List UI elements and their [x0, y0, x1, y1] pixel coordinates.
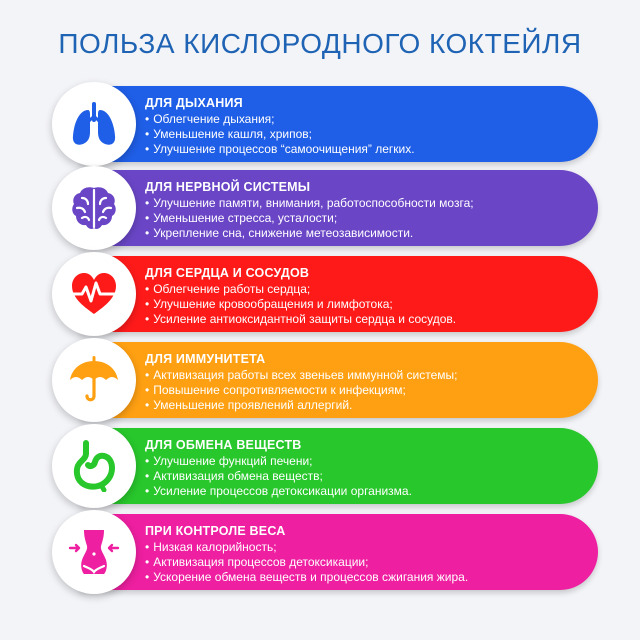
- section-text: [145, 351, 593, 413]
- section-heading: ДЛЯ ОБМЕНА ВЕЩЕСТВ: [145, 438, 302, 452]
- section-text: [145, 265, 593, 327]
- list-item: • Уменьшение стресса, усталости;: [145, 211, 593, 226]
- section-metabolism: [52, 428, 598, 504]
- list-item: • Повышение сопротивляемости к инфекциям;: [145, 383, 593, 398]
- section-heading: ДЛЯ ИММУНИТЕТА: [145, 352, 266, 366]
- list-item: • Уменьшение кашля, хрипов;: [145, 127, 593, 142]
- bullet-list: [145, 368, 593, 413]
- icon-circle: [52, 252, 136, 336]
- stomach-icon: [68, 440, 120, 492]
- section-weight-control: [52, 514, 598, 590]
- bullet-list: [145, 454, 593, 499]
- icon-circle: [52, 338, 136, 422]
- bullet-list: [145, 196, 593, 241]
- icon-circle: [52, 510, 136, 594]
- bullet-list: [145, 112, 593, 157]
- section-text: [145, 179, 593, 241]
- list-item: • Усиление процессов детоксикации организма.: [145, 484, 593, 499]
- section-heading: ДЛЯ ДЫХАНИЯ: [145, 96, 243, 110]
- section-breathing: [52, 86, 598, 162]
- list-item: • Укрепление сна, снижение метеозависимости.: [145, 226, 593, 241]
- section-heart: [52, 256, 598, 332]
- umbrella-icon: [68, 354, 120, 406]
- icon-circle: [52, 424, 136, 508]
- list-item: • Активизация процессов детоксикации;: [145, 555, 593, 570]
- list-item: • Низкая калорийность;: [145, 540, 593, 555]
- list-item: • Улучшение процессов “самоочищения” легких.: [145, 142, 593, 157]
- bullet-list: [145, 540, 593, 585]
- section-heading: ДЛЯ НЕРВНОЙ СИСТЕМЫ: [145, 180, 311, 194]
- list-item: • Улучшение кровообращения и лимфотока;: [145, 297, 593, 312]
- section-heading: ПРИ КОНТРОЛЕ ВЕСА: [145, 524, 286, 538]
- section-nervous-system: [52, 170, 598, 246]
- list-item: • Облегчение работы сердца;: [145, 282, 593, 297]
- heart-pulse-icon: [68, 268, 120, 320]
- list-item: • Ускорение обмена веществ и процессов сжигания жира.: [145, 570, 593, 585]
- bullet-list: [145, 282, 593, 327]
- brain-icon: [68, 182, 120, 234]
- lungs-icon: [68, 98, 120, 150]
- section-text: [145, 95, 593, 157]
- list-item: • Облегчение дыхания;: [145, 112, 593, 127]
- list-item: • Усиление антиоксидантной защиты сердца и сосудов.: [145, 312, 593, 327]
- icon-circle: [52, 82, 136, 166]
- list-item: • Активизация обмена веществ;: [145, 469, 593, 484]
- page-title: ПОЛЬЗА КИСЛОРОДНОГО КОКТЕЙЛЯ: [58, 28, 582, 59]
- list-item: • Активизация работы всех звеньев иммунной системы;: [145, 368, 593, 383]
- list-item: • Улучшение функций печени;: [145, 454, 593, 469]
- section-text: [145, 523, 593, 585]
- section-text: [145, 437, 593, 499]
- waist-icon: [68, 526, 120, 578]
- list-item: • Улучшение памяти, внимания, работоспособности мозга;: [145, 196, 593, 211]
- list-item: • Уменьшение проявлений аллергий.: [145, 398, 593, 413]
- section-heading: ДЛЯ СЕРДЦА И СОСУДОВ: [145, 266, 310, 280]
- section-immunity: [52, 342, 598, 418]
- icon-circle: [52, 166, 136, 250]
